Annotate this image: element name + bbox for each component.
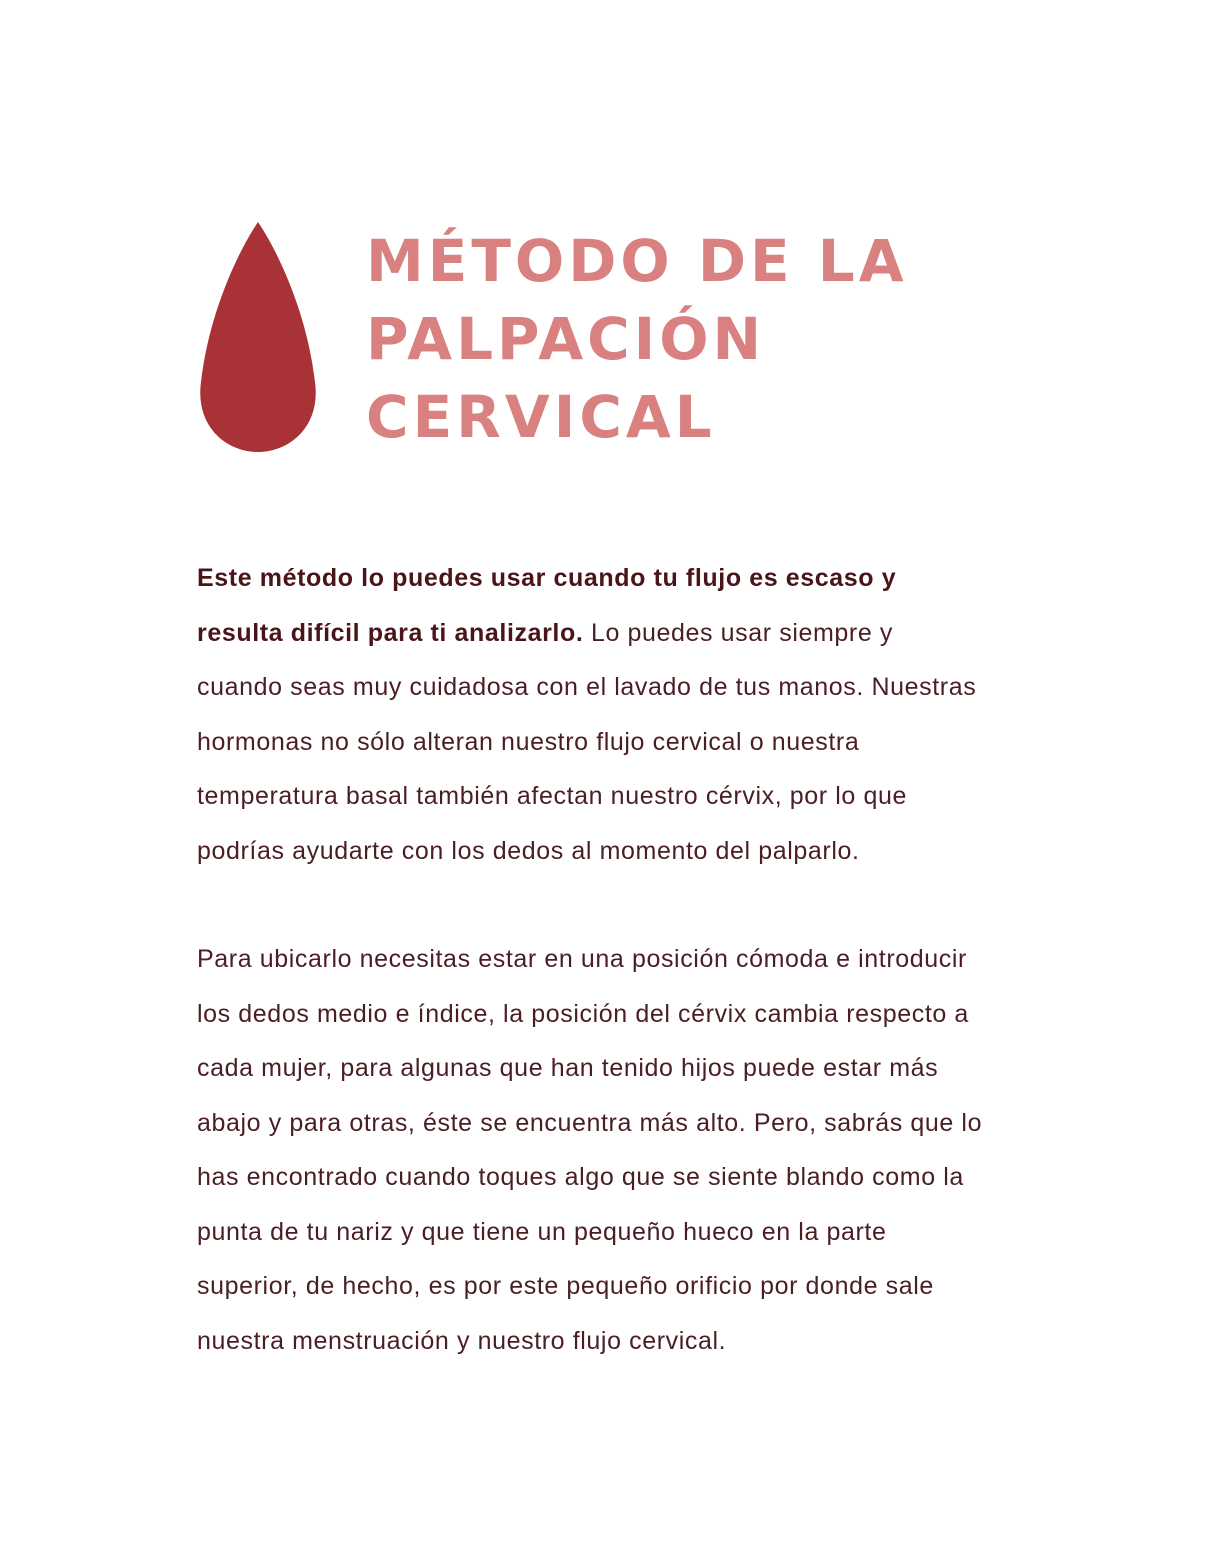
bold-lead: Este método lo puedes usar cuando tu flujo es escaso y: [197, 564, 897, 592]
page-title: [366, 222, 1006, 456]
title-line: CERVICAL: [366, 383, 716, 451]
paragraph-line: abajo y para otras, éste se encuentra más alto. Pero, sabrás que lo: [197, 1108, 983, 1137]
paragraph-line: hormonas no sólo alteran nuestro flujo cervical o nuestra: [197, 727, 860, 756]
title-line: PALPACIÓN: [366, 305, 766, 373]
paragraph-line: has encontrado cuando toques algo que se siente blando como la: [197, 1163, 964, 1191]
paragraph-line: cada mujer, para algunas que han tenido hijos puede estar más: [197, 1054, 939, 1082]
paragraph-line: superior, de hecho, es por este pequeño orificio por donde sale: [197, 1272, 934, 1300]
paragraph-line: nuestra menstruación y nuestro flujo cervical.: [197, 1326, 727, 1355]
paragraph-1: [197, 551, 1027, 878]
title-line: MÉTODO DE LA: [366, 227, 908, 295]
paragraph-line: [197, 606, 1027, 661]
paragraph-line: Para ubicarlo necesitas estar en una posición cómoda e introducir: [197, 945, 967, 973]
paragraph-line: punta de tu nariz y que tiene un pequeño hueco en la parte: [197, 1217, 887, 1246]
paragraph-line: podrías ayudarte con los dedos al momento del palparlo.: [197, 836, 860, 865]
paragraph-line: los dedos medio e índice, la posición del cérvix cambia respecto a: [197, 999, 969, 1028]
body-text: [197, 551, 1027, 1368]
paragraph-2: [197, 932, 1027, 1368]
paragraph-text: Lo puedes usar siempre y: [583, 618, 894, 647]
paragraph-line: [197, 551, 1027, 606]
drop-icon: [199, 222, 317, 452]
bold-lead: resulta difícil para ti analizarlo.: [197, 618, 584, 647]
drop-shape: [200, 222, 315, 452]
paragraph-line: cuando seas muy cuidadosa con el lavado de tus manos. Nuestras: [197, 673, 977, 701]
paragraph-line: temperatura basal también afectan nuestro cérvix, por lo que: [197, 782, 907, 810]
